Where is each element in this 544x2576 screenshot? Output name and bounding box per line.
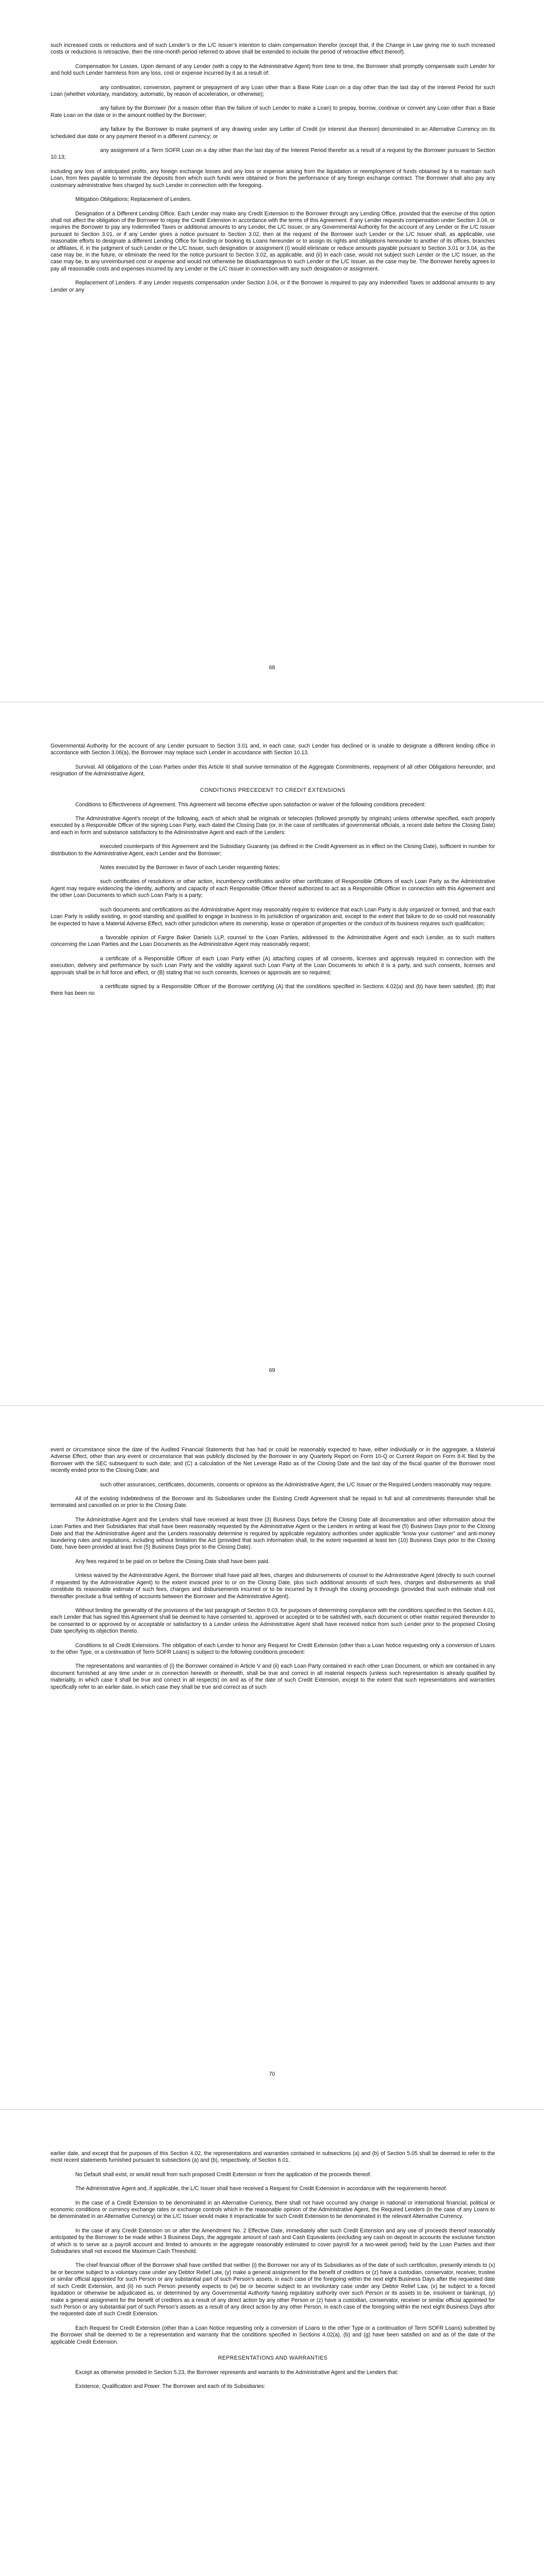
paragraph: including any loss of anticipated profits, any foreign exchange losses and any loss or expense arising from the liquidation or reemployment of funds obtained by it to maintain such Loan, from fees payable to terminate the deposits from which such funds were obtained or from the performance of any foreign exchange contract. The Borrower shall also pay any customary administrative fees charged by such Lender in connection with the foregoing. <box>51 168 495 189</box>
article-heading: CONDITIONS PRECEDENT TO CREDIT EXTENSIONS <box>200 787 345 793</box>
paragraph: The representations and warranties of (i) the Borrower contained in Article V and (ii) each Loan Party contained in each other Loan Document, or which are contained in any document furnished at any time under or in connection herewith or therewith, shall be true and correct in all material respects (unless such representation is already qualified by materiality, in which case it shall be true and correct in all respects) on and as of the date of such Credit Extension, except to the extent that such representations and warranties specifically refer to an earlier date, in which case they shall be true and correct as of such <box>51 1663 495 1690</box>
paragraph: The Administrative Agent and the Lenders shall have received at least three (3) Business Days before the Closing Date all documentation and other information about the Loan Parties and their Subsidiaries that shall have been reasonably requested by the Administrative Agent or the Lenders in writing at least five (5) Business Days prior to the Closing Date and that the Administrative Agent and the Lenders reasonably determine is required by applicable regulatory authorities under applicable “know your customer” and anti-money laundering rules and regulations, including without limitation the Act (provided that such information shall, to the extent requested at least ten (10) Business Days prior to the Closing Date, have been provided at least five (5) Business Days prior to the Closing Date). <box>51 1516 495 1551</box>
paragraph: such increased costs or reductions and of such Lender’s or the L/C Issuer’s intention to claim compensation therefor (except that, if the Change in Law giving rise to such increased costs or reductions is retroactive, then the nine-month period referred to above shall be extended to include the period of retroactive effect thereof). <box>51 42 495 56</box>
page-70 <box>0 1406 544 2109</box>
paragraph: Designation of a Different Lending Office. Each Lender may make any Credit Extension to the Borrower through any Lending Office, provided that the exercise of this option shall not affect the obligation of the Borrower to repay the Credit Extension in accordance with the terms of this Agreement. If any Lender requests compensation under Section 3.04, or requires the Borrower to pay any Indemnified Taxes or additional amounts to any Lender, the L/C Issuer, or any Governmental Authority for the account of any Lender or the L/C Issuer pursuant to Section 3.01, or if any Lender gives a notice pursuant to Section 3.02, then at the request of the Borrower such Lender or the L/C Issuer shall, as applicable, use reasonable efforts to designate a different Lending Office for funding or booking its Loans hereunder or to assign its rights and obligations hereunder to another of its offices, branches or affiliates, if, in the judgment of such Lender or the L/C Issuer, such designation or assignment (i) would eliminate or reduce amounts payable pursuant to Section 3.01 or 3.04, as the case may be, in the future, or eliminate the need for the notice pursuant to Section 3.02, as applicable, and (ii) in each case, would not subject such Lender or the L/C Issuer, as the case may be, to any unreimbursed cost or expense and would not otherwise be disadvantageous to such Lender or the L/C Issuer, as the case may be. The Borrower hereby agrees to pay all reasonable costs and expenses incurred by any Lender or the L/C Issuer in connection with any such designation or assignment. <box>51 210 495 272</box>
page-69-body <box>51 743 495 1005</box>
article-heading: REPRESENTATIONS AND WARRANTIES <box>218 2354 328 2361</box>
paragraph: Except as otherwise provided in Section 5.23, the Borrower represents and warrants to the Administrative Agent and the Lenders that: <box>75 2369 399 2376</box>
paragraph: Conditions to Effectiveness of Agreement. This Agreement will become effective upon satisfaction or waiver of the following conditions precedent: <box>75 801 426 808</box>
page-71 <box>0 2110 544 2576</box>
paragraph: such other assurances, certificates, documents, consents or opinions as the Administrative Agent, the L/C Issuer or the Required Lenders reasonably may require. <box>100 1481 492 1488</box>
paragraph: any failure by the Borrower (for a reason other than the failure of such Lender to make a Loan) to prepay, borrow, continue or convert any Loan other than a Base Rate Loan on the date or in the amount notified by the Borrower; <box>51 105 495 118</box>
page-number: 70 <box>269 2071 275 2077</box>
paragraph: No Default shall exist, or would result from such proposed Credit Extension or from the application of the proceeds thereof. <box>75 2171 372 2178</box>
page-divider <box>0 1405 544 1406</box>
paragraph: In the case of a Credit Extension to be denominated in an Alternative Currency, there shall not have occurred any change in national or international financial, political or economic conditions or currency exchange rates or exchange controls which in the reasonable opinion of the Administrative Agent, the Required Lenders (in the case of any Loans to be denominated in an Alternative Currency) or the L/C Issuer would make it impracticable for such Credit Extension to be denominated in the relevant Alternative Currency. <box>51 2199 495 2220</box>
paragraph: earlier date, and except that for purposes of this Section 4.02, the representations and warranties contained in subsections (a) and (b) of Section 5.05 shall be deemed to refer to the most recent statements furnished pursuant to subsections (a) and (b), respectively, of Section 6.01. <box>51 2150 495 2164</box>
page-divider <box>0 2109 544 2110</box>
paragraph: Survival. All obligations of the Loan Parties under this Article III shall survive termination of the Aggregate Commitments, repayment of all other Obligations hereunder, and resignation of the Administrative Agent. <box>51 764 495 777</box>
paragraph: Compensation for Losses. Upon demand of any Lender (with a copy to the Administrative Agent) from time to time, the Borrower shall promptly compensate such Lender for and hold such Lender harmless from any loss, cost or expense incurred by it as a result of: <box>51 63 495 77</box>
paragraph: The chief financial officer of the Borrower shall have certified that neither (i) the Borrower nor any of its Subsidiaries as of the date of such certification, presently intends to (x) be or become subject to a voluntary case under any Debtor Relief Law, (y) make a general assignment for the benefit of creditors or (z) have a custodian, conservator, receiver, trustee or similar official appointed for such Person or any substantial part of such Person’s assets, in each case of the foregoing within the next eight Business Days after the requested date of such Credit Extension, and (ii) no such Person presently expects to (w) be or become subject to an involuntary case under any Debtor Relief Law, (x) be subject to a forced liquidation or otherwise be adjudicated as, or determined by any Governmental Authority having regulatory authority over such Person or its assets to be, insolvent or bankrupt, (y) make a general assignment for the benefit of creditors as a result of any direct action by any other Person or (z) have a custodian, conservator, receiver or similar official appointed for such Person or any substantial part of such Person’s assets as a result of any direct action by any other Person, in each case of the foregoing within the next eight Business Days after the requested date of such Credit Extension. <box>51 2262 495 2317</box>
paragraph: any assignment of a Term SOFR Loan on a day other than the last day of the Interest Period therefor as a result of a request by the Borrower pursuant to Section 10.13; <box>51 147 495 161</box>
paragraph: Without limiting the generality of the provisions of the last paragraph of Section 9.03, for purposes of determining compliance with the conditions specified in this Section 4.01, each Lender that has signed this Agreement shall be deemed to have consented to, approved or accepted or to be satisfied with, each document or other matter required thereunder to be consented to or approved by or acceptable or satisfactory to a Lender unless the Administrative Agent shall have received notice from such Lender prior to the proposed Closing Date specifying its objection thereto. <box>51 1607 495 1635</box>
paragraph: executed counterparts of this Agreement and the Subsidiary Guaranty (as defined in the Credit Agreement as in effect on the Closing Date), sufficient in number for distribution to the Administrative Agent, each Lender and the Borrower; <box>51 843 495 857</box>
paragraph: a certificate of a Responsible Officer of each Loan Party either (A) attaching copies of all consents, licenses and approvals required in connection with the execution, delivery and performance by such Loan Party and the validity against such Loan Party of the Loan Documents to which it is a party, and such consents, licenses and approvals shall be in full force and effect, or (B) stating that no such consents, licenses or approvals are so required; <box>51 955 495 976</box>
page-number: 68 <box>269 665 275 671</box>
section-heading: Mitigation Obligations; Replacement of Lenders. <box>75 196 192 203</box>
paragraph: The Administrative Agent and, if applicable, the L/C Issuer shall have received a Request for Credit Extension in accordance with the requirements hereof. <box>75 2185 448 2192</box>
paragraph: Notes executed by the Borrower in favor of each Lender requesting Notes; <box>100 865 280 871</box>
paragraph: Conditions to all Credit Extensions. The obligation of each Lender to honor any Request for Credit Extension (other than a Loan Notice requesting only a conversion of Loans to the other Type, or a continuation of Term SOFR Loans) is subject to the following conditions precedent: <box>51 1642 495 1655</box>
page-70-body <box>51 1447 495 1698</box>
paragraph: event or circumstance since the date of the Audited Financial Statements that has had or could be reasonably expected to have, either individually or in the aggregate, a Material Adverse Effect, other than any event or circumstance that was publicly disclosed by the Borrower in any Quarterly Report on Form 10-Q or Current Report on Form 8-K filed by the Borrower with the SEC subsequent to such date; and (C) a calculation of the Net Leverage Ratio as of the Closing Date and the last day of the fiscal quarter of the Borrower most recently ended prior to the Closing Date; and <box>51 1447 495 1474</box>
paragraph: such documents and certifications as the Administrative Agent may reasonably require to evidence that each Loan Party is duly organized or formed, and that each Loan Party is validly existing, in good standing and qualified to engage in business in its jurisdiction of organization and, except to the extent that failure to do so could not reasonably be expected to have a Material Adverse Effect, each other jurisdiction where its ownership, lease or operation of properties or the conduct of its business requires such qualification; <box>51 906 495 927</box>
paragraph: any failure by the Borrower to make payment of any drawing under any Letter of Credit (or interest due thereon) denominated in an Alternative Currency on its scheduled due date or any payment thereof in a different currency; or <box>51 126 495 140</box>
page-68 <box>0 0 544 702</box>
paragraph: Unless waived by the Administrative Agent, the Borrower shall have paid all fees, charges and disbursements of counsel to the Administrative Agent (directly to such counsel if requested by the Administrative Agent) to the extent invoiced prior to or on the Closing Date, plus such additional amounts of such fees, charges and disbursements as shall constitute its reasonable estimate of such fees, charges and disbursements incurred or to be incurred by it through the closing proceedings (provided that such estimate shall not thereafter preclude a final settling of accounts between the Borrower and the Administrative Agent). <box>51 1572 495 1600</box>
paragraph: Each Request for Credit Extension (other than a Loan Notice requesting only a conversion of Loans to the other Type or a continuation of Term SOFR Loans) submitted by the Borrower shall be deemed to be a representation and warranty that the conditions specified in Sections 4.02(a), (b) and (g) have been satisfied on and as of the date of the applicable Credit Extension. <box>51 2325 495 2345</box>
page-number: 69 <box>269 1367 275 1374</box>
page-71-body <box>51 2150 495 2398</box>
paragraph: Existence, Qualification and Power. The Borrower and each of its Subsidiaries: <box>75 2383 266 2390</box>
page-68-body <box>51 42 495 301</box>
paragraph: any continuation, conversion, payment or prepayment of any Loan other than a Base Rate Loan on a day other than the last day of the Interest Period for such Loan (whether voluntary, mandatory, automatic, by reason of acceleration, or otherwise); <box>51 84 495 98</box>
paragraph: All of the existing Indebtedness of the Borrower and its Subsidiaries under the Existing Credit Agreement shall be repaid in full and all commitments thereunder shall be terminated and cancelled on or prior to the Closing Date. <box>51 1496 495 1509</box>
paragraph: In the case of any Credit Extension on or after the Amendment No. 2 Effective Date, immediately after such Credit Extension and any use of proceeds thereof reasonably anticipated by the Borrower to be made within 3 Business Days, the aggregate amount of cash and Cash Equivalents (excluding any cash on deposit in accounts the exclusive function of which is to serve as a payroll account and limited to amounts in the aggregate reasonably estimated to cover payroll for a two-week period) held by the Loan Parties and their Subsidiaries shall not exceed the Maximum Cash Threshold. <box>51 2227 495 2255</box>
paragraph: such certificates of resolutions or other action, incumbency certificates and/or other certificates of Responsible Officers of each Loan Party as the Administrative Agent may require evidencing the identity, authority and capacity of each Responsible Officer thereof authorized to act as a Responsible Officer in connection with this Agreement and the other Loan Documents to which such Loan Party is a party; <box>51 878 495 899</box>
paragraph: Any fees required to be paid on or before the Closing Date shall have been paid. <box>75 1558 270 1565</box>
paragraph: Governmental Authority for the account of any Lender pursuant to Section 3.01 and, in each case, such Lender has declined or is unable to designate a different lending office in accordance with Section 3.06(a), the Borrower may replace such Lender in accordance with Section 10.13. <box>51 743 495 756</box>
paragraph: The Administrative Agent’s receipt of the following, each of which shall be originals or telecopies (followed promptly by originals) unless otherwise specified, each properly executed by a Responsible Officer of the signing Loan Party, each dated the Closing Date (or, in the case of certificates of governmental officials, a recent date before the Closing Date) and each in form and substance satisfactory to the Administrative Agent and each of the Lenders: <box>51 816 495 836</box>
paragraph: a favorable opinion of Fargre Baker Daniels LLP, counsel to the Loan Parties, addressed to the Administrative Agent and each Lender, as to such matters concerning the Loan Parties and the Loan Documents as the Administrative Agent may reasonably request; <box>51 934 495 948</box>
paragraph: Replacement of Lenders. If any Lender requests compensation under Section 3.04, or if the Borrower is required to pay any Indemnified Taxes or additional amounts to any Lender or any <box>51 280 495 293</box>
page-69 <box>0 703 544 1405</box>
paragraph: a certificate signed by a Responsible Officer of the Borrower certifying (A) that the conditions specified in Sections 4.02(a) and (b) have been satisfied; (B) that there has been no <box>51 983 495 997</box>
